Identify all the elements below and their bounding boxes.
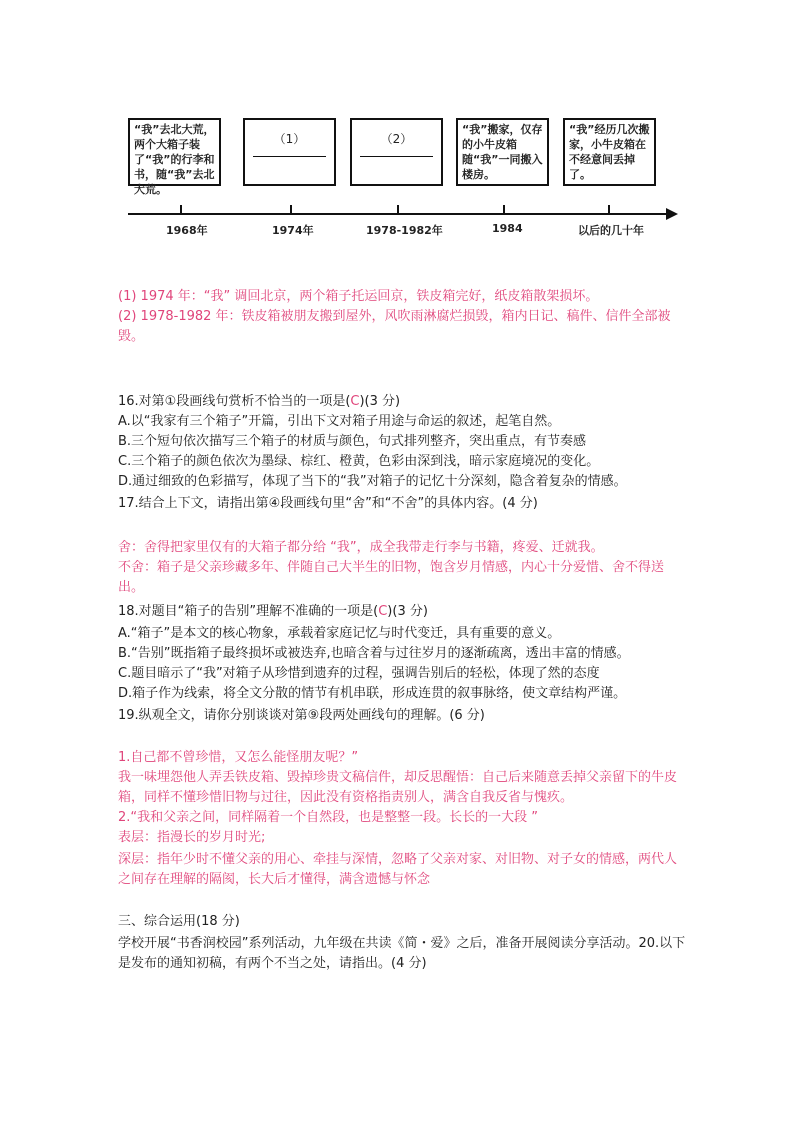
tick xyxy=(503,205,505,215)
year-label: 1978-1982年 xyxy=(366,224,443,237)
tick xyxy=(180,205,182,215)
q19-answer-1-title: 1.自己都不曾珍惜，又怎么能怪朋友呢？” xyxy=(118,750,359,765)
q19-answer-2-surface: 表层：指漫长的岁月时光; xyxy=(118,830,266,845)
q17-answer-she: 舍：舍得把家里仅有的大箱子都分给 “我”，成全我带走行李与书籍，疼爱、迁就我。 xyxy=(118,540,604,555)
timeline-box-1984 xyxy=(456,118,549,186)
q16-option-b: B.三个短句依次描写三个箱子的材质与颜色，句式排列整齐，突出重点，有节奏感 xyxy=(118,434,587,449)
timeline-text-later: “我”经历几次搬家，小牛皮箱在不经意间丢掉了。 xyxy=(569,123,650,181)
q19-stem: 19.纵观全文，请你分别谈谈对第⑨段两处画线句的理解。(6 分) xyxy=(118,708,485,723)
q15-answer-1: (1) 1974 年：“我” 调回北京，两个箱子托运回京，铁皮箱完好，纸皮箱散架损坏。 xyxy=(118,289,599,304)
tick xyxy=(608,205,610,215)
q16-answer: C xyxy=(350,394,360,409)
blank-line-2 xyxy=(360,155,433,157)
timeline-box-1978 xyxy=(350,118,443,186)
year-label: 以后的几十年 xyxy=(578,224,644,237)
q18-option-c: C.题目暗示了“我”对箱子从珍惜到遗弃的过程，强调告别后的轻松，体现了然的态度 xyxy=(118,666,600,681)
blank-line-1 xyxy=(253,155,326,157)
q18-option-b: B.“告别”既指箱子最终损坏或被迭弃,也暗含着与过往岁月的逐渐疏离，透出丰富的情感。 xyxy=(118,646,630,661)
q15-answer-2: (2) 1978-1982 年：铁皮箱被朋友搬到屋外，风吹雨淋腐烂损毁，箱内日记、稿件、信件全部被毁。 xyxy=(118,309,671,344)
q17-answer-bushe: 不舍：箱子是父亲珍藏多年、伴随自己大半生的旧物，饱含岁月情感，内心十分爱惜、舍不得送出。 xyxy=(118,560,665,595)
tick xyxy=(290,205,292,215)
year-label: 1974年 xyxy=(272,224,314,237)
timeline-text-1984: “我”搬家，仅存的小牛皮箱随“我”一同搬入楼房。 xyxy=(462,123,543,181)
q18-stem: 18.对题目“箱子的告别”理解不准确的一项是(C)(3 分) xyxy=(118,604,428,619)
timeline-arrow-icon xyxy=(666,208,678,220)
section3-intro: 学校开展“书香润校园”系列活动，九年级在共读《简・爱》之后，准备开展阅读分享活动。20.以下是发布的通知初稿，有两个不当之处，请指出。(4 分) xyxy=(118,936,686,971)
q19-answer-1-body: 我一味埋怨他人弄丢铁皮箱、毁掉珍贵文稿信件，却反思醒悟：自己后来随意丢掉父亲留下的牛皮箱，同样不懂珍惜旧物与过往，因此没有资格指责别人，满含自我反省与愧疚。 xyxy=(118,770,678,805)
year-label: 1968年 xyxy=(166,224,208,237)
timeline-box-later xyxy=(563,118,656,186)
q18-answer: C xyxy=(378,604,388,619)
year-label: 1984 xyxy=(492,222,523,235)
q16-stem: 16.对第①段画线句赏析不恰当的一项是(C)(3 分) xyxy=(118,394,401,409)
q18-option-d: D.箱子作为线索，将全文分散的情节有机串联，形成连贯的叙事脉络，使文章结构严谨。 xyxy=(118,686,627,701)
q16-option-c: C.三个箱子的颜色依次为墨绿、棕红、橙黄，色彩由深到浅，暗示家庭境况的变化。 xyxy=(118,454,600,469)
q19-answer-2-deep: 深层：指年少时不懂父亲的用心、牵挂与深情，忽略了父亲对家、对旧物、对子女的情感，两代人之间存在理解的隔阂，长大后才懂得，满含遗憾与怀念 xyxy=(118,852,678,887)
tick xyxy=(397,205,399,215)
q18-option-a: A.“箱子”是本文的核心物象，承载着家庭记忆与时代变迁，具有重要的意义。 xyxy=(118,626,561,641)
q19-answer-2-title: 2.“我和父亲之间，同样隔着一个自然段，也是整整一段。长长的一大段 ” xyxy=(118,810,539,825)
q17-stem: 17.结合上下文，请指出第④段画线句里“舍”和“不舍”的具体内容。(4 分) xyxy=(118,496,538,511)
q16-option-d: D.通过细致的色彩描写，体现了当下的“我”对箱子的记忆十分深刻，隐含着复杂的情感。 xyxy=(118,474,627,489)
timeline-box-1974 xyxy=(243,118,336,186)
timeline-box-1968 xyxy=(128,118,221,196)
timeline-text-1968: “我”去北大荒，两个大箱子装了“我”的行李和书，随“我”去北大荒。 xyxy=(134,123,215,196)
blank-number-2: （2） xyxy=(380,132,413,146)
blank-number-1: （1） xyxy=(273,132,306,146)
q16-option-a: A.以“我家有三个箱子”开篇，引出下文对箱子用途与命运的叙述，起笔自然。 xyxy=(118,414,561,429)
section3-title: 三、综合运用(18 分) xyxy=(118,914,240,929)
